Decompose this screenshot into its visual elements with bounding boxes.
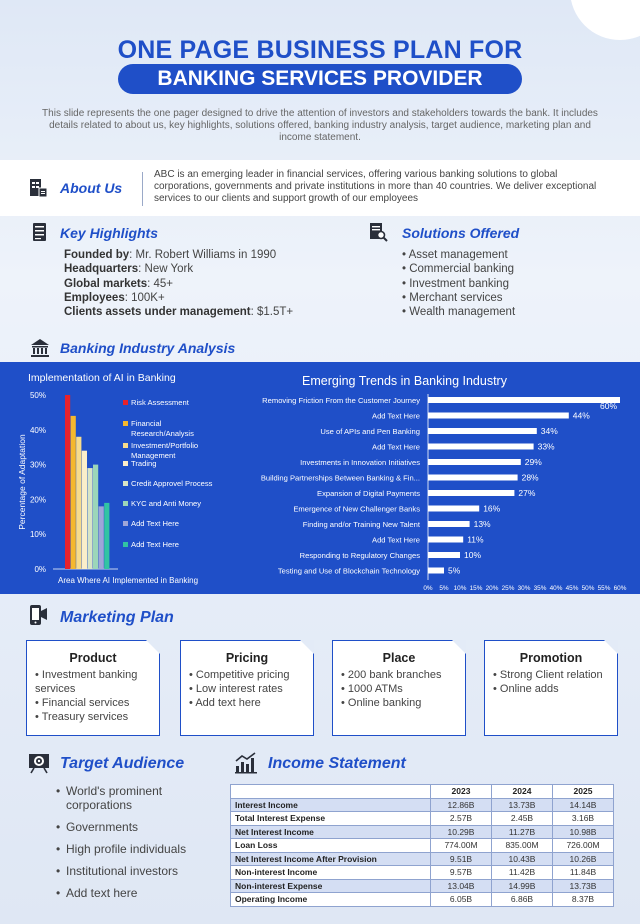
analysis-charts bbox=[0, 362, 640, 594]
marketing-card-place bbox=[332, 640, 466, 736]
legend-label: Credit Approvel Process bbox=[131, 479, 213, 488]
target-audience-list bbox=[56, 784, 186, 908]
trend-bar bbox=[428, 506, 479, 512]
legend-swatch bbox=[123, 421, 128, 426]
target-presentation-icon bbox=[28, 752, 50, 774]
legend-swatch bbox=[123, 501, 128, 506]
trend-value-label: 44% bbox=[572, 410, 590, 421]
x-tick-label: 5% bbox=[439, 585, 449, 592]
ai-bar bbox=[82, 451, 87, 569]
card-title: Place bbox=[382, 651, 416, 665]
card-title: Promotion bbox=[519, 651, 583, 665]
table-cell: 13.73B bbox=[492, 798, 553, 812]
trend-category-label: Use of APIs and Pen Banking bbox=[320, 427, 420, 436]
card-item: • Strong Client relation bbox=[493, 668, 617, 682]
card-item: • Add text here bbox=[189, 696, 313, 710]
card-fold bbox=[300, 640, 314, 654]
legend-label: Add Text Here bbox=[131, 519, 179, 528]
trend-category-label: Add Text Here bbox=[372, 442, 420, 452]
y-tick-label: 10% bbox=[29, 530, 46, 540]
marketing-title: Marketing Plan bbox=[60, 609, 174, 626]
ai-bar bbox=[65, 395, 70, 569]
card-item: • Financial services bbox=[35, 696, 159, 710]
legend-label: Trading bbox=[131, 459, 157, 468]
table-cell: 774.00M bbox=[431, 839, 492, 853]
card-item: • Online banking bbox=[341, 696, 465, 710]
row-label: Loan Loss bbox=[231, 839, 431, 853]
table-row bbox=[231, 893, 614, 907]
trend-bar bbox=[428, 428, 537, 434]
trend-category-label: Emergence of New Challenger Banks bbox=[293, 504, 420, 514]
table-row bbox=[231, 825, 614, 839]
table-cell: 9.51B bbox=[431, 852, 492, 866]
legend-label: Investment/Portfolio Management bbox=[131, 441, 199, 460]
solutions-list bbox=[402, 248, 515, 319]
trend-value-label: 10% bbox=[464, 550, 482, 560]
table-cell: 2.57B bbox=[431, 812, 492, 826]
solutions-title: Solutions Offered bbox=[402, 225, 520, 241]
table-cell: 2.45B bbox=[492, 812, 553, 826]
row-label: Operating Income bbox=[231, 893, 431, 907]
trend-value-label: 5% bbox=[448, 565, 461, 576]
y-tick-label: 20% bbox=[29, 495, 46, 505]
card-fold bbox=[452, 640, 466, 654]
card-item: • 200 bank branches bbox=[341, 668, 465, 682]
trend-bar bbox=[428, 444, 534, 450]
ai-bar bbox=[71, 416, 76, 569]
document-search-icon bbox=[368, 222, 388, 242]
card-item: • Online adds bbox=[493, 682, 617, 696]
marketing-card-pricing bbox=[180, 640, 314, 736]
table-cell: 6.86B bbox=[492, 893, 553, 907]
target-audience-title: Target Audience bbox=[60, 755, 185, 772]
trend-value-label: 11% bbox=[467, 534, 484, 545]
table-row bbox=[231, 852, 614, 866]
legend-label: KYC and Anti Money bbox=[131, 499, 202, 508]
solution-item: • Investment banking bbox=[402, 277, 509, 290]
trend-bar bbox=[428, 568, 444, 574]
row-label: Net Interest Income After Provision bbox=[231, 852, 431, 866]
trend-category-label: Building Partnerships Between Banking & Fin... bbox=[260, 473, 420, 483]
trend-category-label: Add Text Here bbox=[372, 411, 420, 421]
audience-item: • World's prominent corporations bbox=[56, 784, 186, 812]
table-header-cell: 2023 bbox=[431, 785, 492, 799]
x-tick-label: 40% bbox=[549, 585, 563, 592]
y-axis-title: Percentage of Adaptation bbox=[17, 434, 27, 530]
key-highlights-list bbox=[64, 248, 293, 319]
table-cell: 14.14B bbox=[553, 798, 614, 812]
table-cell: 10.29B bbox=[431, 825, 492, 839]
decorative-circle bbox=[570, 0, 640, 40]
legend-swatch bbox=[123, 443, 128, 448]
card-item: • Competitive pricing bbox=[189, 668, 313, 682]
table-cell: 8.37B bbox=[553, 893, 614, 907]
bank-building-icon bbox=[30, 338, 50, 358]
trend-bar bbox=[428, 413, 569, 419]
table-cell: 14.99B bbox=[492, 879, 553, 893]
trend-value-label: 28% bbox=[521, 472, 539, 483]
row-label: Interest Income bbox=[231, 798, 431, 812]
x-tick-label: 10% bbox=[453, 585, 467, 592]
title-line-2: BANKING SERVICES PROVIDER bbox=[118, 64, 522, 94]
bar-growth-chart-icon bbox=[234, 752, 258, 774]
key-highlights-title: Key Highlights bbox=[60, 225, 159, 241]
table-row bbox=[231, 812, 614, 826]
legend-swatch bbox=[123, 542, 128, 547]
table-cell: 11.27B bbox=[492, 825, 553, 839]
server-document-icon bbox=[30, 222, 50, 242]
legend-swatch bbox=[123, 400, 128, 405]
trend-category-label: Finding and/or Training New Talent bbox=[302, 520, 420, 529]
trend-bar bbox=[428, 459, 521, 465]
trend-value-label: 34% bbox=[540, 426, 558, 436]
solution-item: • Commercial banking bbox=[402, 263, 515, 276]
audience-item: • Institutional investors bbox=[56, 864, 186, 878]
trend-category-label: Add Text Here bbox=[372, 535, 420, 545]
card-title: Product bbox=[69, 651, 117, 665]
x-tick-label: 0% bbox=[423, 585, 433, 592]
highlight-client-assets: Clients assets under management: $1.5T+ bbox=[64, 306, 294, 319]
about-title: About Us bbox=[60, 180, 123, 196]
table-cell: 13.73B bbox=[553, 879, 614, 893]
card-fold bbox=[604, 640, 618, 654]
x-tick-label: 50% bbox=[581, 585, 595, 592]
about-text: ABC is an emerging leader in financial services, offering various banking solutions to global corporations, governments and private institutions in more than 40 countries. We deliver exceptional services to our clients and support growth of our employees bbox=[154, 169, 597, 204]
table-row bbox=[231, 839, 614, 853]
ai-bar bbox=[87, 468, 92, 569]
table-cell: 11.84B bbox=[553, 866, 614, 880]
industry-analysis-title: Banking Industry Analysis bbox=[60, 340, 236, 356]
table-cell: 11.42B bbox=[492, 866, 553, 880]
trend-bar bbox=[428, 490, 514, 496]
ai-bar bbox=[99, 506, 104, 569]
table-cell: 10.98B bbox=[553, 825, 614, 839]
table-cell: 10.26B bbox=[553, 852, 614, 866]
x-tick-label: 45% bbox=[565, 585, 579, 592]
building-document-icon bbox=[28, 178, 48, 198]
card-item: • 1000 ATMs bbox=[341, 682, 465, 696]
audience-item: • High profile individuals bbox=[56, 842, 186, 856]
row-label: Total Interest Expense bbox=[231, 812, 431, 826]
table-cell: 726.00M bbox=[553, 839, 614, 853]
trend-category-label: Responding to Regulatory Changes bbox=[299, 551, 420, 560]
card-title: Pricing bbox=[225, 651, 269, 665]
x-axis-title: Area Where AI Implemented in Banking bbox=[58, 576, 199, 585]
row-label: Non-interest Income bbox=[231, 866, 431, 880]
table-header-cell bbox=[231, 785, 431, 799]
x-tick-label: 20% bbox=[485, 585, 499, 592]
trend-bar bbox=[428, 521, 470, 527]
trend-value-label: 13% bbox=[473, 519, 491, 529]
trend-category-label: Removing Friction From the Customer Journey bbox=[262, 396, 420, 405]
trend-bar bbox=[428, 397, 620, 403]
trend-category-label: Expansion of Digital Payments bbox=[317, 489, 420, 498]
legend-label: Add Text Here bbox=[131, 540, 179, 549]
x-tick-label: 15% bbox=[469, 585, 483, 592]
x-tick-label: 35% bbox=[533, 585, 547, 592]
card-item: • Investment banking services bbox=[35, 668, 159, 696]
solution-item: • Asset management bbox=[402, 249, 508, 261]
x-tick-label: 55% bbox=[597, 585, 611, 592]
income-statement-title: Income Statement bbox=[268, 755, 406, 772]
title-line-1: ONE PAGE BUSINESS PLAN FOR bbox=[117, 36, 523, 64]
trend-bar bbox=[428, 552, 460, 558]
table-cell: 6.05B bbox=[431, 893, 492, 907]
table-cell: 10.43B bbox=[492, 852, 553, 866]
legend-swatch bbox=[123, 461, 128, 466]
table-row bbox=[231, 866, 614, 880]
highlight-founded: Founded by: Mr. Robert Williams in 1990 bbox=[64, 249, 277, 261]
highlight-headquarters: Headquarters: New York bbox=[64, 263, 194, 276]
card-item: • Low interest rates bbox=[189, 682, 313, 696]
trend-bar bbox=[428, 537, 463, 543]
table-row bbox=[231, 798, 614, 812]
about-divider bbox=[142, 172, 143, 206]
ai-chart-title: Implementation of AI in Banking bbox=[28, 372, 176, 384]
legend-swatch bbox=[123, 521, 128, 526]
trend-bar bbox=[428, 475, 518, 481]
table-header-cell: 2024 bbox=[492, 785, 553, 799]
table-cell: 9.57B bbox=[431, 866, 492, 880]
trend-value-label: 16% bbox=[483, 503, 501, 514]
card-item: • Treasury services bbox=[35, 710, 159, 724]
marketing-card-promotion bbox=[484, 640, 618, 736]
trends-chart-title: Emerging Trends in Banking Industry bbox=[302, 374, 507, 388]
y-tick-label: 50% bbox=[29, 391, 46, 400]
solution-item: • Merchant services bbox=[402, 291, 503, 304]
audience-item: • Add text here bbox=[56, 886, 186, 900]
trend-value-label: 29% bbox=[524, 457, 542, 467]
table-header-cell: 2025 bbox=[553, 785, 614, 799]
audience-item: • Governments bbox=[56, 820, 186, 834]
ai-bar bbox=[76, 437, 81, 569]
legend-label: Risk Assessment bbox=[131, 398, 189, 407]
trend-value-label: 27% bbox=[518, 488, 536, 498]
highlight-global-markets: Global markets: 45+ bbox=[64, 277, 173, 290]
y-tick-label: 0% bbox=[34, 565, 46, 574]
table-cell: 12.86B bbox=[431, 798, 492, 812]
y-tick-label: 40% bbox=[29, 425, 46, 435]
table-cell: 835.00M bbox=[492, 839, 553, 853]
income-statement-table bbox=[230, 784, 614, 907]
table-cell: 13.04B bbox=[431, 879, 492, 893]
trend-category-label: Testing and Use of Blockchain Technology bbox=[277, 566, 420, 576]
trend-value-label: 33% bbox=[537, 441, 555, 452]
table-row bbox=[231, 879, 614, 893]
ai-bar bbox=[104, 503, 109, 569]
intro-text: This slide represents the one pager designed to drive the attention of investors and stakeholders towards the bank. It includes details related to about us, key highlights, solutions offered, banking industry analysis, target audience, marketing plan and income statement. bbox=[42, 108, 598, 143]
card-fold bbox=[146, 640, 160, 654]
y-tick-label: 30% bbox=[29, 460, 46, 470]
legend-swatch bbox=[123, 481, 128, 486]
ai-bar bbox=[93, 465, 98, 569]
row-label: Non-interest Expense bbox=[231, 879, 431, 893]
highlight-employees: Employees: 100K+ bbox=[64, 291, 165, 304]
legend-label: Financial Research/Analysis bbox=[131, 419, 194, 438]
x-tick-label: 30% bbox=[517, 585, 531, 592]
mobile-megaphone-icon bbox=[28, 604, 50, 628]
solution-item: • Wealth management bbox=[402, 306, 516, 319]
table-cell: 3.16B bbox=[553, 812, 614, 826]
x-tick-label: 60% bbox=[613, 585, 627, 592]
marketing-card-product bbox=[26, 640, 160, 736]
row-label: Net Interest Income bbox=[231, 825, 431, 839]
x-tick-label: 25% bbox=[501, 585, 515, 592]
trend-category-label: Investments in Innovation Initiatives bbox=[300, 458, 420, 467]
trend-value-label: 60% bbox=[600, 401, 618, 411]
